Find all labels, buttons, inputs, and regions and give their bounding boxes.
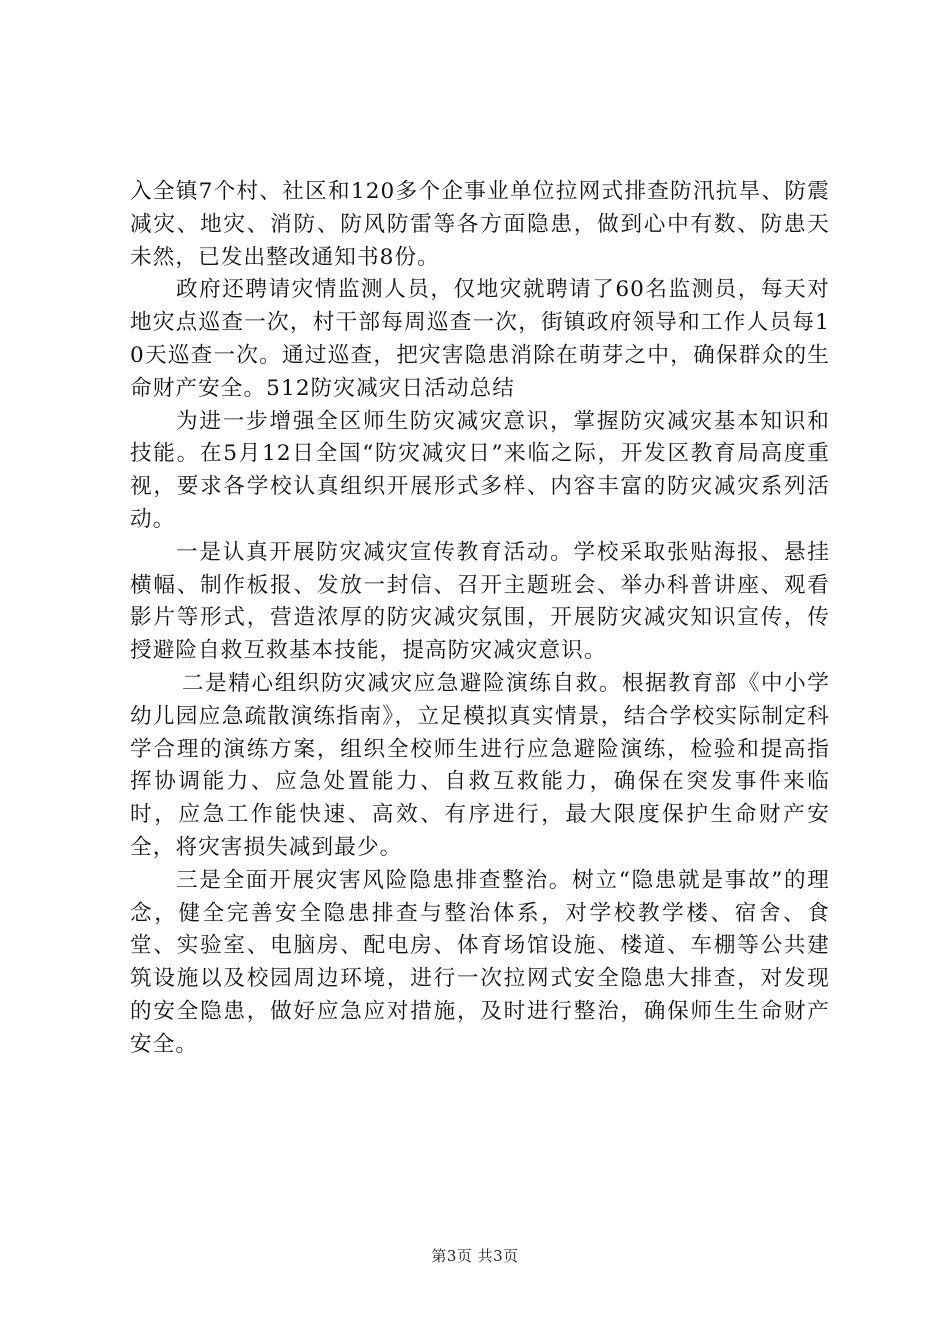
paragraph-inspection: 三是全面开展灾害风险隐患排查整治。树立“隐患就是事故”的理念，健全完善安全隐患排查与整治体系，对学校教学楼、宿舍、食堂、实验室、电脑房、配电房、体育场馆设施、楼道、车棚等公共建筑设施以及校园周边环境，进行一次拉网式安全隐患大排查，对发现的安全隐患，做好应急应对措施，及时进行整治，确保师生生命财产安全。 bbox=[130, 867, 830, 1057]
document-body bbox=[130, 176, 830, 1062]
paragraph-drill: 二是精心组织防灾减灾应急避险演练自救。根据教育部《中小学幼儿园应急疏散演练指南》，立足模拟真实情景，结合学校实际制定科学合理的演练方案，组织全校师生进行应急避险演练，检验和提高指挥协调能力、应急处置能力、自救互救能力，确保在突发事件来临时，应急工作能快速、高效、有序进行，最大限度保护生命财产安全，将灾害损失减到最少。 bbox=[130, 670, 830, 860]
page-footer: 第3页 共3页 bbox=[431, 1247, 519, 1265]
paragraph-continuation: 入全镇7个村、社区和120多个企事业单位拉网式排查防汛抗旱、防震减灾、地灾、消防、防风防雷等各方面隐患，做到心中有数、防患天未然，已发出整改通知书8份。 bbox=[130, 179, 830, 270]
paragraph-monitoring: 政府还聘请灾情监测人员，仅地灾就聘请了60名监测员，每天对地灾点巡查一次，村干部每周巡查一次，街镇政府领导和工作人员每10天巡查一次。通过巡查，把灾害隐患消除在萌芽之中，确保群众的生命财产安全。512防灾减灾日活动总结 bbox=[130, 277, 830, 401]
paragraph-intro: 为进一步增强全区师生防灾减灾意识，掌握防灾减灾基本知识和技能。在5月12日全国“防灾减灾日”来临之际，开发区教育局高度重视，要求各学校认真组织开展形式多样、内容丰富的防灾减灾系列活动。 bbox=[130, 408, 830, 532]
paragraph-publicity: 一是认真开展防灾减灾宣传教育活动。学校采取张贴海报、悬挂横幅、制作板报、发放一封信、召开主题班会、举办科普讲座、观看影片等形式，营造浓厚的防灾减灾氛围，开展防灾减灾知识宣传，传授避险自救互救基本技能，提高防灾减灾意识。 bbox=[130, 539, 830, 664]
